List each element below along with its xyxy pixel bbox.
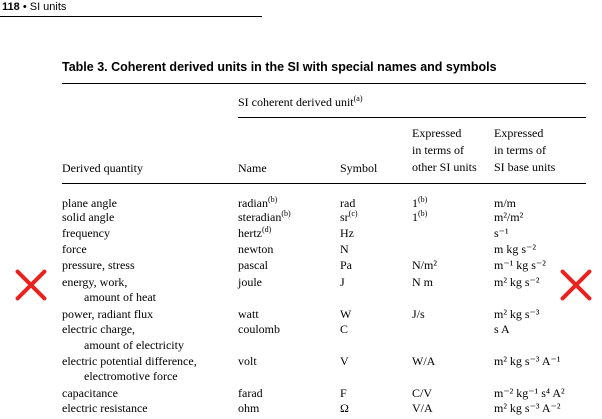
cell-unit-name: ohm	[238, 401, 260, 415]
header-rule	[0, 16, 262, 17]
cell-unit-name: farad	[238, 386, 263, 400]
cell-unit-name: volt	[238, 354, 257, 368]
group-header-rule	[238, 117, 586, 118]
running-title: SI units	[29, 1, 67, 13]
cell-symbol: rad	[340, 196, 356, 210]
cell-base-units: m kg s⁻²	[494, 242, 536, 256]
col-header-other: Expressed in terms of other SI units	[412, 126, 477, 174]
cell-quantity: plane angle	[62, 196, 117, 210]
footnote-ref: (a)	[353, 94, 363, 103]
cell-unit-name: joule	[238, 275, 262, 289]
cell-unit-name: steradian$^{(b)}$	[238, 209, 291, 224]
cell-other-units: W/A	[412, 354, 436, 368]
cell-symbol: N	[340, 242, 349, 256]
cell-base-units: m⁻² kg⁻¹ s⁴ A²	[494, 386, 565, 400]
cell-symbol: C	[340, 322, 349, 336]
cell-quantity: energy, work,	[62, 275, 128, 289]
cell-unit-name: hertz$^{(d)}$	[238, 225, 272, 240]
footnote-ref: (d)	[261, 225, 272, 234]
cell-quantity: electromotive force	[84, 369, 178, 383]
cell-quantity: frequency	[62, 226, 110, 240]
footnote-ref: (b)	[418, 195, 428, 204]
cell-other-units: J/s	[412, 307, 425, 321]
cell-unit-name: radian$^{(b)}$	[238, 195, 278, 210]
bullet: •	[22, 1, 27, 13]
page-number: 118	[2, 1, 20, 13]
table-caption: Table 3. Coherent derived units in the SI with special names and symbols	[62, 60, 497, 74]
cell-other-units: 1$^{(b)}$	[412, 209, 428, 224]
cell-other-units: N/m²	[412, 258, 437, 272]
running-header	[2, 0, 66, 14]
cell-base-units: m² kg s⁻³ A⁻¹	[494, 354, 561, 368]
cell-symbol: V	[340, 354, 349, 368]
col-header-symbol: Symbol	[340, 161, 378, 175]
cell-symbol: $sr^{(c)}$	[340, 209, 358, 224]
footnote-ref: (b)	[281, 209, 291, 218]
cell-unit-name: watt	[238, 307, 259, 321]
cell-other-units: V/A	[412, 401, 433, 415]
cell-symbol: F	[340, 386, 347, 400]
cell-unit-name: pascal	[238, 258, 268, 272]
cell-symbol: Hz	[340, 226, 354, 240]
cell-unit-name: newton	[238, 242, 274, 256]
cell-base-units: m/m	[494, 196, 517, 210]
table-header-rule	[62, 183, 586, 184]
cell-base-units: s A	[494, 322, 510, 336]
cell-symbol: J	[340, 275, 345, 289]
cell-quantity: electric resistance	[62, 401, 148, 415]
footnote-ref: (b)	[267, 195, 278, 204]
cell-quantity: force	[62, 242, 87, 256]
cell-quantity: amount of electricity	[84, 338, 184, 352]
cell-other-units: N m	[412, 275, 433, 289]
col-header-base: Expressed in terms of SI base units	[494, 126, 556, 174]
cell-symbol: Ω	[340, 401, 349, 415]
cell-quantity: capacitance	[62, 386, 118, 400]
table-top-rule	[62, 83, 586, 84]
col-header-name: Name	[238, 161, 267, 175]
footnote-ref: (c)	[348, 209, 358, 218]
cell-unit-name: coulomb	[238, 322, 280, 336]
cell-base-units: m²/m²	[494, 210, 524, 224]
cell-quantity: solid angle	[62, 210, 115, 224]
footnote-ref: (b)	[418, 209, 428, 218]
cell-base-units: m² kg s⁻³ A⁻²	[494, 401, 561, 415]
cell-base-units: m² kg s⁻²	[494, 275, 540, 289]
cell-symbol: W	[340, 307, 352, 321]
red-x-icon	[14, 268, 48, 302]
cell-other-units: C/V	[412, 386, 433, 400]
group-header: SI coherent derived unit$^{(a)}$	[238, 94, 363, 109]
cell-other-units: 1$^{(b)}$	[412, 195, 428, 210]
cell-base-units: m² kg s⁻³	[494, 307, 540, 321]
cell-quantity: electric potential difference,	[62, 354, 197, 368]
cell-quantity: amount of heat	[84, 290, 156, 304]
col-header-quantity: Derived quantity	[62, 161, 143, 175]
cell-symbol: Pa	[340, 258, 352, 272]
red-x-icon	[559, 268, 593, 302]
cell-base-units: m⁻¹ kg s⁻²	[494, 258, 546, 272]
cell-quantity: pressure, stress	[62, 258, 135, 272]
cell-quantity: electric charge,	[62, 322, 136, 336]
cell-quantity: power, radiant flux	[62, 307, 154, 321]
cell-base-units: s⁻¹	[494, 226, 509, 240]
